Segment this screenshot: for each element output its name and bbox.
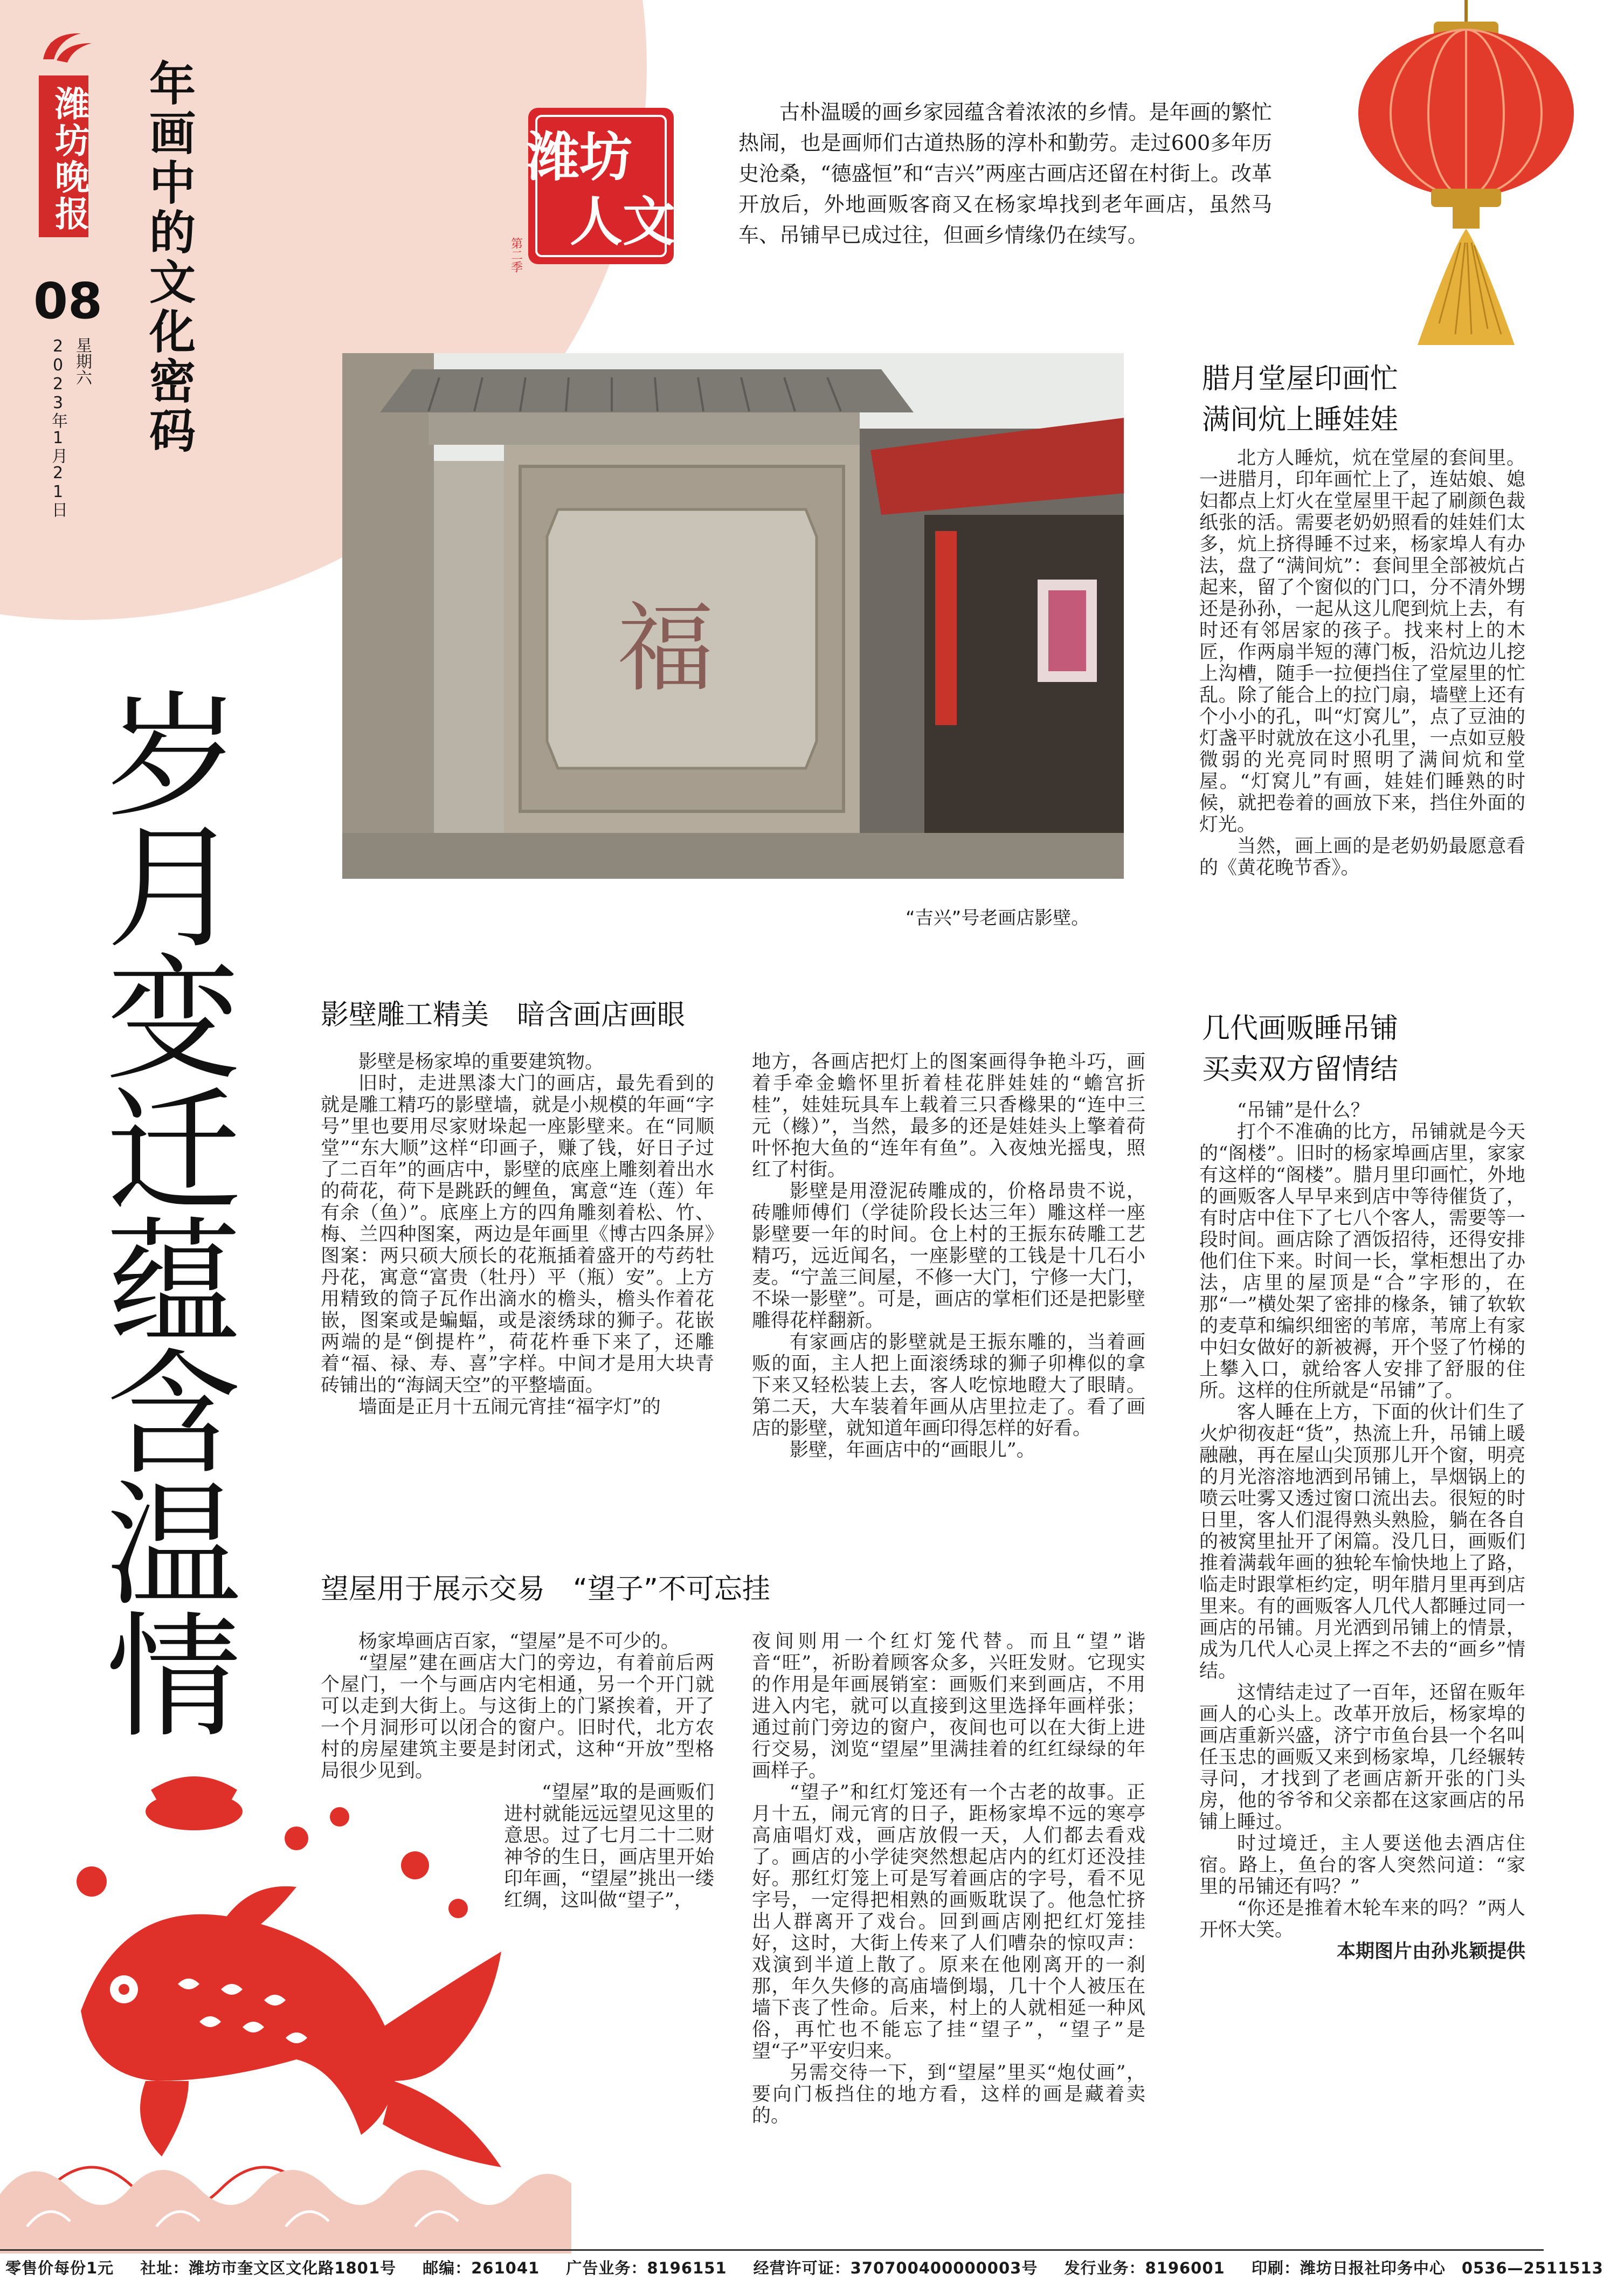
article-column-right-1 xyxy=(1199,447,1525,879)
paragraph: 旧时，走进黑漆大门的画店，最先看到的就是雕工精巧的影壁墙，就是小规模的年画“字号”里也要用尽家财垛起一座影壁来。在“同顺堂”“东大顺”这样“印画子，赚了钱，好日子过了二百年”的画店中，影壁的底座上雕刻着出水的荷花，荷下是跳跃的鲤鱼，寓意“连（莲）年有余（鱼）”。底座上方的四角雕刻着松、竹、梅、兰四种图案，两边是年画里《博古四条屏》图案：两只硕大颀长的花瓶插着盛开的芍药牡丹花，寓意“富贵（牡丹）平（瓶）安”。上方用精致的筒子瓦作出滴水的檐头，檐头作着花嵌，图案或是蝙蝠，或是滚绣球的狮子。花嵌两端的是“倒提杵”，荷花杵垂下来了，还雕着“福、禄、寿、喜”字样。中间才是用大块青砖铺出的“海阔天空”的平整墙面。 xyxy=(321,1073,714,1396)
footer-postcode: 邮编：261041 xyxy=(423,2259,540,2277)
stamp-season: 第二季 xyxy=(509,237,523,273)
stamp-text-2: 人文 xyxy=(569,191,676,253)
weekday: 星期六 xyxy=(73,337,92,385)
paragraph: 另需交待一下，到“望屋”里买“炮仗画”，要向门板挡住的地方看，这样的画是藏着卖的。 xyxy=(752,2062,1145,2127)
stamp-text-1: 潍坊 xyxy=(526,127,633,188)
paragraph: “你还是推着木轮车来的吗？”两人开怀大笑。 xyxy=(1199,1898,1525,1941)
article-column-middle-1b xyxy=(752,1051,1145,1461)
paragraph: 有家画店的影壁就是王振东雕的，当着画贩的面，主人把上面滚绣球的狮子卯榫似的拿下来又轻松装上去，客人吃惊地瞪大了眼睛。第二天，大车装着年画从店里拉走了。看了画店的影壁，就知道年画印得怎样的好看。 xyxy=(752,1332,1145,1439)
screen-wall-photo xyxy=(342,353,1124,879)
footer-price: 零售价每份1元 xyxy=(5,2259,114,2277)
paragraph: 地方，各画店把灯上的图案画得争艳斗巧，画着手牵金蟾怀里折着桂花胖娃娃的“蟾宫折桂”，娃娃玩具车上载着三只香橼果的“连中三元（橼）”，当然，最多的还是娃娃头上擎着荷叶怀抱大鱼的“连年有鱼”。入夜烛光摇曳，照红了村街。 xyxy=(752,1051,1145,1181)
paragraph: 打个不准确的比方，吊铺就是今天的“阁楼”。旧时的杨家埠画店里，家家有这样的“阁楼”。腊月里印画忙，外地的画贩客人早早来到店中等待催货了，有时店中住下了七八个客人，需要等一段时间。画店除了酒饭招待，还得安排他们住下来。时间一长，掌柜想出了办法，店里的屋顶是“合”字形的，在那“一”横处架了密排的椽条，铺了软软的麦草和编织细密的苇席，苇席上有家中妇女做好的新被褥，开个竖了竹梯的上攀入口，就给客人安排了舒服的住所。这样的住所就是“吊铺”了。 xyxy=(1199,1121,1525,1402)
paper-logo-icon xyxy=(38,27,97,70)
wave-decoration xyxy=(0,2130,571,2254)
section-title-line: 满间炕上睡娃娃 xyxy=(1202,404,1399,436)
article-column-middle-1a xyxy=(321,1051,714,1418)
main-headline: 岁月变迁蕴含温情 xyxy=(84,685,240,1737)
footer-divider xyxy=(0,2249,1544,2251)
footer-distribution: 发行业务：8196001 xyxy=(1064,2259,1225,2277)
intro-paragraph: 古朴温暖的画乡家园蕴含着浓浓的乡情。是年画的繁忙热闹，也是画师们古道热肠的淳朴和勤劳。走过600多年历史沧桑，“德盛恒”和“吉兴”两座古画店还留在村街上。改革开放后，外地画贩客商又在杨家埠找到老年画店，虽然马车、吊铺早已成过往，但画乡情缘仍在续写。 xyxy=(738,100,1272,247)
column-title: 年画中的文化密码 xyxy=(141,59,195,456)
paragraph: 夜间则用一个红灯笼代替。而且“望”谐音“旺”，祈盼着顾客众多，兴旺发财。它现实的作用是年画展销室：画贩们来到画店，不用进入内宅，就可以直接到这里选择年画样张；通过前门旁边的窗户，夜间也可以在大街上进行交易，浏览“望屋”里满挂着的红红绿绿的年画样子。 xyxy=(752,1631,1145,1782)
footer-printing: 印刷：潍坊日报社印务中心 0536—2511513 xyxy=(1251,2259,1604,2277)
paragraph: 影壁，年画店中的“画眼儿”。 xyxy=(790,1439,1035,1461)
paragraph: 北方人睡炕，炕在堂屋的套间里。一进腊月，印年画忙上了，连姑娘、媳妇都点上灯火在堂屋里干起了刷颜色裁纸张的活。需要老奶奶照看的娃娃们太多，炕上挤得睡不过来，杨家埠人有办法，盘了“满间炕”：套间里全部被炕占起来，留了个窗似的门口，分不清外甥还是孙孙，一起从这儿爬到炕上去，有时还有邻居家的孩子。找来村上的木匠，作两扇半短的薄门板，沿炕边儿挖上沟槽，随手一拉便挡住了堂屋里的忙乱。除了能合上的拉门扇，墙壁上还有个小小的孔，叫“灯窝儿”，点了豆油的灯盏平时就放在这小孔里，一点如豆般微弱的光亮同时照明了满间炕和堂屋。“灯窝儿”有画，娃娃们睡熟的时候，就把卷着的画放下来，挡住外面的灯光。 xyxy=(1199,447,1525,836)
page-number: 08 xyxy=(33,272,103,330)
footer-license: 经营许可证：370700400000003号 xyxy=(753,2259,1038,2277)
paragraph: 时过境迁，主人要送他去酒店住宿。路上，鱼台的客人突然问道：“家里的吊铺还有吗？” xyxy=(1199,1833,1525,1898)
article-column-right-2 xyxy=(1199,1100,1525,1962)
section-title-line: 买卖双方留情结 xyxy=(1202,1053,1399,1086)
section-title-right-1 xyxy=(1202,359,1398,440)
paragraph: “望屋”建在画店大门的旁边，有着前后两个屋门，一个与画店内宅相通，另一个开门就可以走到大街上。与这街上的门紧挨着，开了一个月洞形可以闭合的窗户。旧时代，北方农村的房屋建筑主要是封闭式，这种“开放”型格局很少见到。 xyxy=(321,1652,714,1782)
paragraph: 客人睡在上方，下面的伙计们生了火炉彻夜赶“货”，热流上升，吊铺上暖融融，再在屋山尖顶那儿开个窗，明亮的月光溶溶地洒到吊铺上，旱烟锅上的喷云吐雾又透过窗口流出去。很短的时日里，客人们混得熟头熟脸，躺在各自的被窝里扯开了闲篇。没几日，画贩们推着满载年画的独轮车愉快地上了路，临走时跟掌柜约定，明年腊月里再到店里来。有的画贩客人几代人都睡过同一画店的吊铺。月光洒到吊铺上的情景，成为几代人心灵上挥之不去的“画乡”情结。 xyxy=(1199,1402,1525,1682)
paragraph: 影壁是用澄泥砖雕成的，价格昂贵不说，砖雕师傅们（学徒阶段长达三年）雕这样一座影壁要一年的时间。仓上村的王振东砖雕工艺精巧，远近闻名，一座影壁的工钱是十几石小麦。“宁盖三间屋，不修一大门，宁修一大门，不垛一影壁”。可是，画店的掌柜们还是把影壁雕得花样翻新。 xyxy=(752,1181,1145,1332)
paper-name: 潍坊晚报 xyxy=(39,75,88,237)
photo-credit: 本期图片由孙兆颖提供 xyxy=(1336,1941,1525,1962)
paragraph: 影壁是杨家埠的重要建筑物。 xyxy=(358,1051,604,1073)
section-title-line: 腊月堂屋印画忙 xyxy=(1202,363,1399,395)
paragraph: “吊铺”是什么？ xyxy=(1237,1100,1370,1121)
issue-date: 2023年1月21日 xyxy=(49,337,67,518)
lantern-icon xyxy=(1310,0,1544,356)
column-stamp-seal xyxy=(504,97,682,275)
footer-ad: 广告业务：8196151 xyxy=(566,2259,727,2277)
section-title-middle-2: 望屋用于展示交易 “望子”不可忘挂 xyxy=(321,1573,770,1605)
paragraph: “望子”和红灯笼还有一个古老的故事。正月十五，闹元宵的日子，距杨家埠不远的寒亭高庙唱灯戏，画店放假一天，人们都去看戏了。画店的小学徒突然想起店内的红灯还没挂好。那红灯笼上可是写着画店的字号，看不见字号，一定得把相熟的画贩耽误了。他急忙挤出人群离开了戏台。回到画店刚把红灯笼挂好，这时，大街上传来了人们嘈杂的惊叹声：戏演到半道上散了。原来在他刚离开的一刹那，年久失修的高庙墙倒塌，几十个人被压在墙下丧了性命。后来，村上的人就相延一种风俗，再忙也不能忘了挂“望子”，“望子”是望“子”平安归来。 xyxy=(752,1782,1145,2062)
footer-address: 社址：潍坊市奎文区文化路1801号 xyxy=(140,2259,397,2277)
paragraph: 墙面是正月十五闹元宵挂“福字灯”的 xyxy=(358,1396,661,1418)
section-title-line: 几代画贩睡吊铺 xyxy=(1202,1012,1399,1045)
wall-character: 福 xyxy=(617,592,715,705)
paragraph: 这情结走过了一百年，还留在贩年画人的心头上。改革开放后，杨家埠的画店重新兴盛，济宁市鱼台县一个名叫任玉忠的画贩又来到杨家埠，几经辗转寻问，才找到了老画店新开张的门头房，他的爷爷和父亲都在这家画店的吊铺上睡过。 xyxy=(1199,1682,1525,1833)
paragraph: 当然，画上画的是老奶奶最愿意看的《黄花晚节香》。 xyxy=(1199,836,1525,879)
section-title-middle-1: 影壁雕工精美 暗含画店画眼 xyxy=(321,999,686,1031)
section-title-right-2 xyxy=(1202,1008,1398,1090)
paragraph: 杨家埠画店百家，“望屋”是不可少的。 xyxy=(358,1631,680,1652)
article-column-middle-2b xyxy=(752,1631,1145,2127)
photo-caption: “吉兴”号老画店影壁。 xyxy=(906,907,1090,929)
paragraph: “望屋”取的是画贩们进村就能远远望见这里的意思。过了七月二十二财神爷的生日，画店里开始印年画，“望屋”挑出一缕红绸，这叫做“望子”， xyxy=(504,1782,714,1911)
footer-info xyxy=(5,2256,1604,2278)
